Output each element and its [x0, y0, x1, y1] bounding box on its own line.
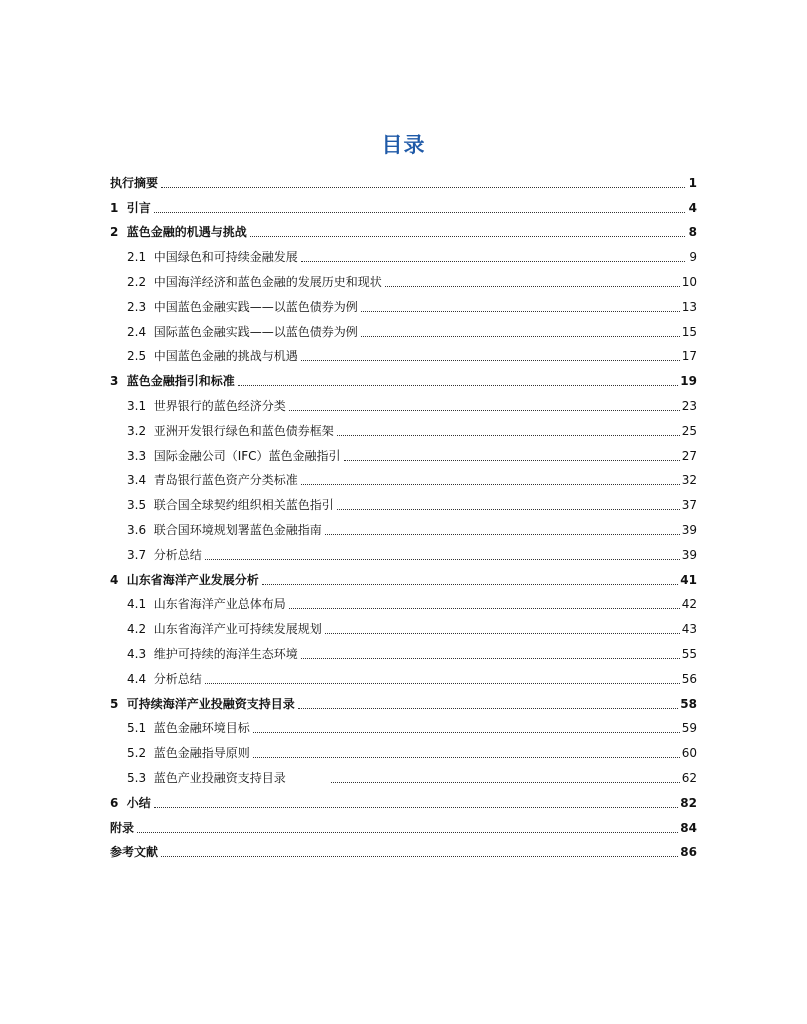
toc-leader-dots: [301, 359, 680, 361]
toc-entry[interactable]: [110, 761, 697, 786]
toc-entry[interactable]: [110, 191, 697, 216]
toc-entry-label: 中国绿色和可持续金融发展: [153, 250, 298, 265]
toc-entry[interactable]: [110, 340, 697, 365]
toc-entry-page: 4: [688, 200, 697, 215]
toc-leader-dots: [331, 781, 680, 783]
toc-entry-page: 1: [688, 175, 697, 190]
toc-leader-dots: [361, 310, 680, 312]
toc-entry-number: 4.3: [127, 646, 154, 661]
toc-entry-page: 43: [681, 622, 697, 637]
toc-entry[interactable]: [110, 538, 697, 563]
toc-entry-label: 维护可持续的海洋生态环境: [153, 646, 298, 661]
toc-entry[interactable]: [110, 612, 697, 637]
toc-entry-label: 山东省海洋产业可持续发展规划: [153, 622, 322, 637]
toc-entry-number: 5.3: [127, 770, 154, 785]
toc-leader-dots: [385, 285, 680, 287]
toc-entry-label: 国际金融公司（IFC）蓝色金融指引: [153, 448, 341, 463]
toc-entry-label: 蓝色金融环境目标: [153, 721, 250, 736]
toc-entry[interactable]: [110, 290, 697, 315]
toc-entry[interactable]: [110, 389, 697, 414]
toc-entry-number: 3.4: [127, 473, 154, 488]
toc-entry[interactable]: [110, 364, 697, 389]
toc-entry[interactable]: [110, 563, 697, 588]
toc-entry-label: 联合国全球契约组织相关蓝色指引: [153, 498, 334, 513]
toc-entry-label: 引言: [126, 200, 151, 215]
toc-entry[interactable]: [110, 712, 697, 737]
toc-entry-page: 19: [680, 374, 697, 389]
toc-entry-label: 山东省海洋产业发展分析: [126, 572, 259, 587]
toc-entry-number: 6: [110, 795, 127, 810]
toc-entry-page: 39: [681, 522, 697, 537]
toc-entry[interactable]: [110, 811, 697, 836]
toc-entry-page: 13: [681, 299, 697, 314]
toc-entry[interactable]: [110, 240, 697, 265]
toc-leader-dots: [325, 533, 680, 535]
toc-entry-page: 23: [681, 398, 697, 413]
toc-entry-page: 9: [689, 250, 697, 265]
toc-entry-page: 8: [688, 225, 697, 240]
toc-leader-dots: [344, 459, 680, 461]
toc-entry-label: 执行摘要: [110, 175, 159, 190]
toc-entry-label: 分析总结: [153, 671, 202, 686]
toc-entry-label: 山东省海洋产业总体布局: [153, 597, 286, 612]
toc-entry[interactable]: [110, 662, 697, 687]
toc-entry[interactable]: [110, 464, 697, 489]
toc-entry-label: 青岛银行蓝色资产分类标准: [153, 473, 298, 488]
toc-entry-label: 中国蓝色金融的挑战与机遇: [153, 349, 298, 364]
toc-entry-number: 3.2: [127, 423, 154, 438]
toc-entry-number: 2.4: [127, 324, 154, 339]
toc-entry-number: 1: [110, 200, 127, 215]
toc-entry[interactable]: [110, 736, 697, 761]
toc-entry-number: 2: [110, 225, 127, 240]
toc-entry-page: 58: [680, 696, 697, 711]
toc-entry-number: 5.1: [127, 721, 154, 736]
toc-entry[interactable]: [110, 836, 697, 861]
toc-entry-number: 5.2: [127, 746, 154, 761]
toc-entry-label: 小结: [126, 795, 151, 810]
toc-entry-number: 4.1: [127, 597, 154, 612]
toc-leader-dots: [154, 211, 685, 213]
toc-leader-dots: [253, 756, 680, 758]
toc-entry-number: 3: [110, 374, 127, 389]
toc-leader-dots: [337, 434, 680, 436]
toc-entry-page: 41: [680, 572, 697, 587]
toc-leader-dots: [253, 731, 680, 733]
toc-entry-label: 分析总结: [153, 547, 202, 562]
toc-entry-number: 3.1: [127, 398, 154, 413]
toc-entry-page: 32: [681, 473, 697, 488]
toc-entry-number: 4.2: [127, 622, 154, 637]
toc-leader-dots: [298, 707, 679, 709]
toc-leader-dots: [337, 508, 680, 510]
toc-leader-dots: [205, 558, 680, 560]
toc-entry[interactable]: [110, 513, 697, 538]
toc-entry-page: 55: [681, 646, 697, 661]
toc-entry-label: 附录: [110, 820, 135, 835]
toc-entry-label: 中国蓝色金融实践——以蓝色债券为例: [153, 299, 358, 314]
toc-entry-number: 2.2: [127, 274, 154, 289]
toc-entry-page: 86: [680, 845, 697, 860]
toc-leader-dots: [154, 806, 679, 808]
toc-entry-label: 蓝色产业投融资支持目录: [153, 770, 286, 785]
toc-entry[interactable]: [110, 265, 697, 290]
toc-entry[interactable]: [110, 488, 697, 513]
toc-entry-number: 2.3: [127, 299, 154, 314]
toc-leader-dots: [289, 409, 680, 411]
toc-leader-dots: [262, 583, 679, 585]
toc-entry[interactable]: [110, 166, 697, 191]
toc-entry[interactable]: [110, 315, 697, 340]
page-title: 目录: [381, 133, 426, 157]
toc-entry-number: 3.5: [127, 498, 154, 513]
toc-entry-page: 42: [681, 597, 697, 612]
toc-leader-dots: [289, 607, 680, 609]
toc-entry-page: 10: [681, 274, 697, 289]
table-of-contents: [110, 166, 697, 860]
toc-entry[interactable]: [110, 216, 697, 241]
toc-entry-label: 联合国环境规划署蓝色金融指南: [153, 522, 322, 537]
toc-leader-dots: [161, 186, 685, 188]
toc-entry-label: 亚洲开发银行绿色和蓝色债券框架: [153, 423, 334, 438]
toc-entry[interactable]: [110, 588, 697, 613]
toc-entry-number: 2.5: [127, 349, 154, 364]
toc-leader-dots: [301, 260, 685, 262]
toc-entry-number: 3.6: [127, 522, 154, 537]
toc-entry-label: 蓝色金融的机遇与挑战: [126, 225, 247, 240]
toc-leader-dots: [238, 384, 679, 386]
toc-entry-page: 39: [681, 547, 697, 562]
toc-entry-number: 4.4: [127, 671, 154, 686]
toc-entry-number: 2.1: [127, 250, 154, 265]
toc-entry-label: 中国海洋经济和蓝色金融的发展历史和现状: [153, 274, 382, 289]
toc-entry[interactable]: [110, 637, 697, 662]
toc-entry-label: 参考文献: [110, 845, 159, 860]
toc-entry[interactable]: [110, 687, 697, 712]
toc-entry-number: 5: [110, 696, 127, 711]
toc-entry-page: 15: [681, 324, 697, 339]
toc-entry-page: 17: [681, 349, 697, 364]
toc-leader-dots: [301, 483, 680, 485]
toc-entry-number: 3.3: [127, 448, 154, 463]
toc-entry-label: 蓝色金融指引和标准: [126, 374, 235, 389]
toc-entry-page: 37: [681, 498, 697, 513]
toc-entry-number: 4: [110, 572, 127, 587]
toc-entry-page: 56: [681, 671, 697, 686]
toc-entry-page: 25: [681, 423, 697, 438]
toc-leader-dots: [325, 632, 680, 634]
toc-entry[interactable]: [110, 414, 697, 439]
toc-entry-page: 59: [681, 721, 697, 736]
toc-entry-number: 3.7: [127, 547, 154, 562]
toc-entry[interactable]: [110, 439, 697, 464]
toc-leader-dots: [205, 682, 680, 684]
toc-leader-dots: [137, 831, 678, 833]
toc-entry-page: 27: [681, 448, 697, 463]
toc-leader-dots: [250, 235, 685, 237]
toc-entry-label: 蓝色金融指导原则: [153, 746, 250, 761]
toc-leader-dots: [361, 335, 680, 337]
toc-entry[interactable]: [110, 786, 697, 811]
toc-entry-label: 世界银行的蓝色经济分类: [153, 398, 286, 413]
toc-leader-dots: [301, 657, 680, 659]
toc-entry-label: 国际蓝色金融实践——以蓝色债券为例: [153, 324, 358, 339]
toc-entry-page: 82: [680, 795, 697, 810]
toc-leader-dots: [161, 855, 678, 857]
toc-entry-label: 可持续海洋产业投融资支持目录: [126, 696, 295, 711]
toc-entry-page: 84: [680, 820, 697, 835]
toc-entry-page: 62: [681, 770, 697, 785]
toc-entry-page: 60: [681, 746, 697, 761]
